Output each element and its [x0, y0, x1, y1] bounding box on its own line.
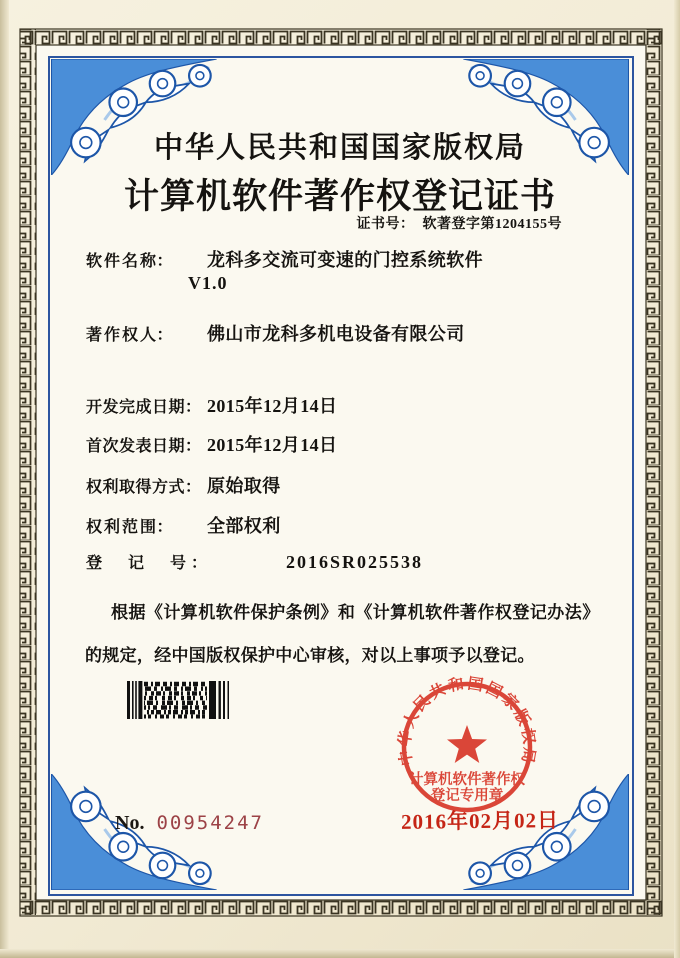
official-seal — [392, 672, 542, 822]
field-row-registration-number — [86, 550, 423, 573]
field-value: 全部权利 — [207, 516, 281, 536]
barcode — [127, 681, 231, 719]
field-row-copyright-owner — [86, 320, 465, 346]
certificate-title: 计算机软件著作权登记证书 — [123, 177, 556, 216]
field-label: 登 记 号： — [86, 555, 213, 572]
field-value: 2015年12月14日 — [207, 396, 338, 416]
registration-statement: 根据《计算机软件保护条例》和《计算机软件著作权登记办法》的规定，经中国版权保护中心审核，对以上事项予以登记。 — [85, 603, 591, 665]
certificate-number-value: 软著登字第1204155号 — [422, 217, 562, 232]
certificate-number-line — [357, 213, 563, 233]
software-version: V1.0 — [188, 273, 228, 293]
field-label: 软 件 名 称： — [86, 253, 174, 270]
seal-line2: 登记专用章 — [430, 788, 504, 804]
field-value: 龙科多交流可变速的门控系统软件 — [207, 250, 483, 270]
field-value: 2015年12月14日 — [207, 435, 338, 455]
field-label: 著 作 权 人： — [86, 327, 174, 344]
field-label: 权 利 范 围： — [86, 519, 174, 536]
field-value: 2016SR025538 — [286, 552, 424, 572]
field-value: 佛山市龙科多机电设备有限公司 — [207, 324, 465, 344]
field-row-software-name — [86, 246, 483, 272]
star-icon — [447, 725, 487, 763]
issuing-authority: 中华人民共和国国家版权局 — [153, 132, 526, 164]
field-row-rights-acquisition — [86, 472, 281, 498]
serial-prefix: No. — [115, 812, 145, 834]
field-row-rights-scope — [86, 512, 281, 538]
seal-line1: 计算机软件著作权 — [409, 772, 525, 788]
serial-number-line — [115, 812, 264, 835]
field-row-completion-date — [86, 392, 337, 418]
serial-number: 00954247 — [156, 812, 264, 834]
field-value: 原始取得 — [207, 476, 281, 496]
seal-date: 2016年02月02日 — [400, 808, 560, 834]
field-label: 首次发表日期： — [86, 438, 202, 455]
field-label: 权利取得方式： — [86, 479, 202, 496]
seal-ring-text: 中华人民共和国国家版权局 — [396, 675, 538, 767]
field-label: 开发完成日期： — [86, 399, 202, 416]
certificate-number-label: 证书号： — [356, 217, 415, 232]
field-row-first-publication-date — [86, 431, 337, 457]
